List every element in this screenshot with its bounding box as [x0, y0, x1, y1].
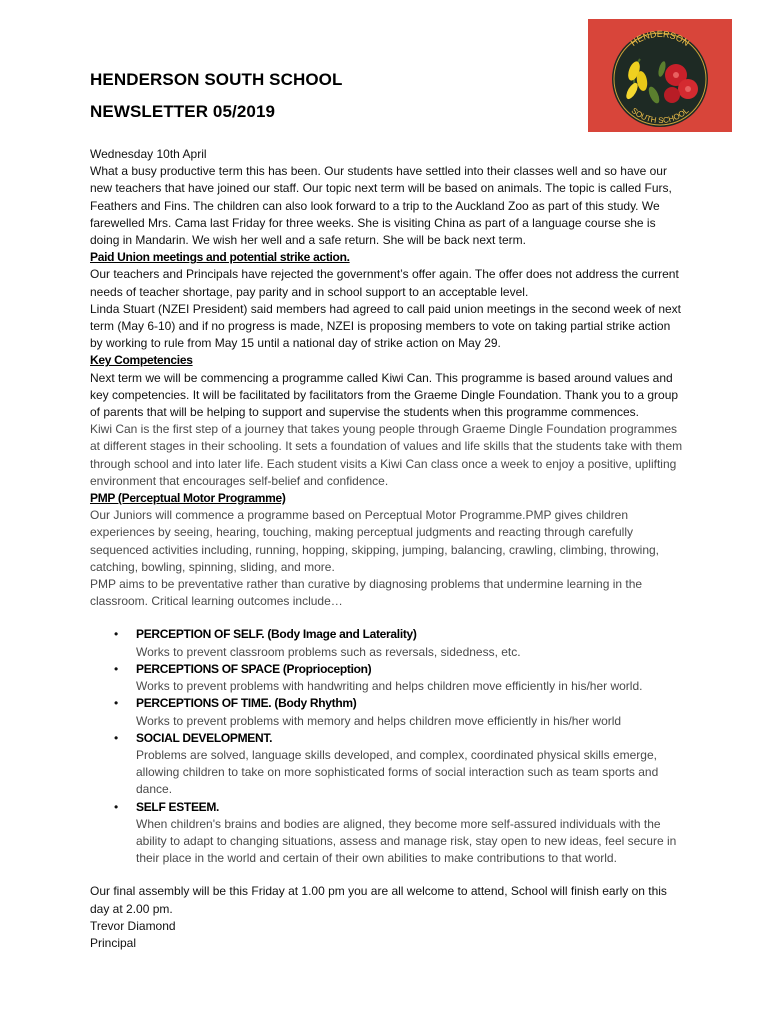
logo-text-bottom: SOUTH SCHOOL [629, 106, 691, 126]
list-item [90, 661, 685, 695]
newsletter-issue: NEWSLETTER 05/2019 [90, 102, 276, 121]
outcome-description: Works to prevent problems with handwriting and helps children move efficiently in his/her world. [136, 679, 643, 694]
list-item [90, 799, 685, 868]
outcome-title: SELF ESTEEM. [136, 799, 220, 814]
outcome-title: PERCEPTIONS OF TIME. (Body Rhythm) [136, 696, 357, 711]
competencies-heading: Key Competencies [90, 353, 193, 368]
bullet-icon: • [114, 696, 119, 711]
signature-name: Trevor Diamond [90, 918, 176, 933]
bullet-icon: • [114, 627, 119, 642]
intro-paragraph: What a busy productive term this has been. Our students have settled into their classes well and so have our new teachers that have joined our staff. Our topic next term will be based on animals. The topic is called Furs, Feathers and Fins. The children can also look forward to a trip to the Auckland Zoo as part of this study. We farewelled Mrs. Cama last Friday for three weeks. She is visiting China as part of a language course she is doing in Mandarin. We wish her well and a safe return. She will be back next term. [90, 164, 672, 248]
list-item [90, 626, 685, 660]
outcome-description: Problems are solved, language skills developed, and complex, coordinated physical skills emerge, allowing children to take on more sophisticated forms of social interaction such as team sports and dance. [136, 747, 659, 797]
pmp-paragraph-1: Our Juniors will commence a programme based on Perceptual Motor Programme.PMP gives children experiences by seeing, hearing, touching, making perceptual judgments and reacting through carefully sequenced activities including, running, hopping, skipping, jumping, balancing, crawling, climbing, throwing, catching, bowling, spinning, sliding, and more. [90, 508, 659, 574]
pmp-paragraph-2: PMP aims to be preventative rather than curative by diagnosing problems that undermine learning in the classroom. Critical learning outcomes include… [90, 577, 643, 609]
union-paragraph-1: Our teachers and Principals have rejected the government’s offer again. The offer does not address the current needs of teacher shortage, pay parity and in school support to an acceptable level. [90, 267, 679, 299]
school-name: HENDERSON SOUTH SCHOOL [90, 70, 343, 89]
signature-role: Principal [90, 935, 137, 950]
outcome-description: When children's brains and bodies are aligned, they become more self-assured individuals with the ability to adapt to changing situations, assess and manage risk, stay open to new ideas, feel secure in their place in the world and certain of their own abilities to make contributions to that world. [136, 816, 677, 866]
outcome-title: PERCEPTION OF SELF. (Body Image and Laterality) [136, 627, 417, 642]
newsletter-body [90, 146, 685, 952]
school-crest-icon [588, 19, 732, 132]
logo-text-top: HENDERSON [628, 28, 692, 49]
bullet-icon: • [114, 730, 119, 745]
learning-outcomes-list [90, 626, 685, 867]
bullet-icon: • [114, 799, 119, 814]
pmp-heading: PMP (Perceptual Motor Programme) [90, 491, 286, 506]
competencies-paragraph-2: Kiwi Can is the first step of a journey that takes young people through Graeme Dingle Foundation programmes at different stages in their schooling. It sets a foundation of values and life skills that the students take with them through school and into later life. Each student visits a Kiwi Can class once a week to enjoy a positive, uplifting environment that encourages self-belief and confidence. [90, 422, 683, 488]
closing-paragraph: Our final assembly will be this Friday at 1.00 pm you are all welcome to attend, School will finish early on this day at 2.00 pm. [90, 884, 667, 916]
outcome-title: SOCIAL DEVELOPMENT. [136, 730, 273, 745]
school-logo [588, 19, 732, 132]
outcome-title: PERCEPTIONS OF SPACE (Proprioception) [136, 661, 372, 676]
union-heading: Paid Union meetings and potential strike action. [90, 250, 350, 265]
list-item [90, 695, 685, 729]
list-item [90, 730, 685, 799]
union-paragraph-2: Linda Stuart (NZEI President) said members had agreed to call paid union meetings in the second week of next term (May 6-10) and if no progress is made, NZEI is proposing members to vote on taking partial strike action by working to rule from May 15 until a national day of strike action on May 29. [90, 301, 681, 351]
bullet-icon: • [114, 661, 119, 676]
competencies-paragraph-1: Next term we will be commencing a programme called Kiwi Can. This programme is based around values and key competencies. It will be facilitated by facilitators from the Graeme Dingle Foundation. Thank you to a group of parents that will be helping to support and supervise the students when this programme commences. [90, 370, 679, 420]
outcome-description: Works to prevent problems with memory and helps children move efficiently in his/her world [136, 713, 622, 728]
outcome-description: Works to prevent classroom problems such as reversals, sidedness, etc. [136, 644, 521, 659]
newsletter-date: Wednesday 10th April [90, 147, 207, 161]
